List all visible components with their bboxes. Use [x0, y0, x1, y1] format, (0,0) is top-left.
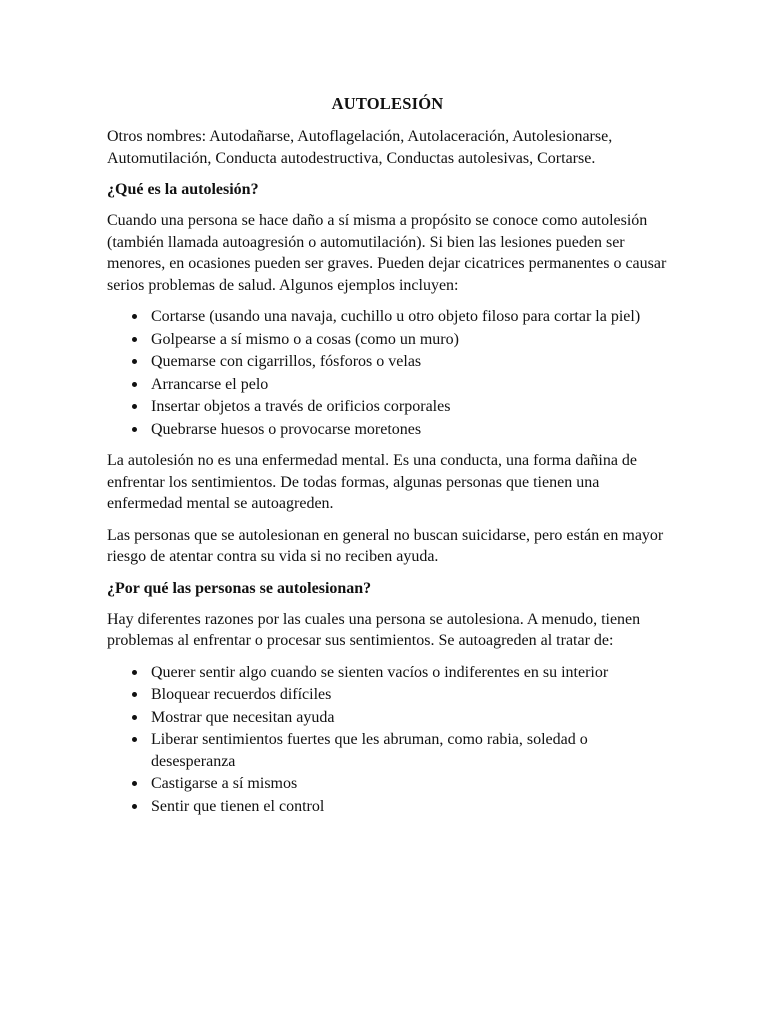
- list-item: Sentir que tienen el control: [151, 796, 668, 818]
- section-paragraph: Hay diferentes razones por las cuales una persona se autolesiona. A menudo, tienen problemas al enfrentar o procesar sus sentimientos. Se autoagreden al tratar de:: [107, 610, 641, 649]
- list-item: Insertar objetos a través de orificios corporales: [151, 396, 668, 418]
- section-heading-what-is: ¿Qué es la autolesión?: [107, 181, 259, 198]
- section-heading-why: ¿Por qué las personas se autolesionan?: [107, 579, 372, 597]
- list-item: Bloquear recuerdos difíciles: [151, 684, 668, 706]
- section-paragraph: La autolesión no es una enfermedad mental. Es una conducta, una forma dañina de enfrentar los sentimientos. De todas formas, algunas personas que tienen una enfermedad mental se autoagreden.: [107, 452, 638, 512]
- section-paragraph: Cuando una persona se hace daño a sí misma a propósito se conoce como autolesión (también llamada autoagresión o automutilación). Si bien las lesiones pueden ser menores, en ocasiones pueden ser graves. Pueden dejar cicatrices permanentes o causar serios problemas de salud. Algunos ejemplos incluyen:: [107, 212, 667, 294]
- document-title: AUTOLESIÓN: [331, 94, 444, 113]
- intro-paragraph: Otros nombres: Autodañarse, Autoflagelación, Autolaceración, Autolesionarse, Automutilación, Conducta autodestructiva, Conductas autolesivas, Cortarse.: [107, 128, 613, 167]
- list-item: Mostrar que necesitan ayuda: [151, 707, 668, 729]
- list-item: Querer sentir algo cuando se sienten vacíos o indiferentes en su interior: [151, 662, 668, 684]
- list-item: Quebrarse huesos o provocarse moretones: [151, 419, 668, 441]
- list-item: Cortarse (usando una navaja, cuchillo u otro objeto filoso para cortar la piel): [151, 306, 668, 328]
- list-item: Liberar sentimientos fuertes que les abruman, como rabia, soledad o desesperanza: [151, 729, 668, 772]
- reasons-list: [107, 662, 668, 818]
- list-item: Quemarse con cigarrillos, fósforos o velas: [151, 351, 668, 373]
- section-paragraph: Las personas que se autolesionan en general no buscan suicidarse, pero están en mayor riesgo de atentar contra su vida si no reciben ayuda.: [107, 526, 664, 565]
- list-item: Arrancarse el pelo: [151, 374, 668, 396]
- examples-list: [107, 306, 668, 440]
- list-item: Castigarse a sí mismos: [151, 773, 668, 795]
- list-item: Golpearse a sí mismo o a cosas (como un muro): [151, 329, 668, 351]
